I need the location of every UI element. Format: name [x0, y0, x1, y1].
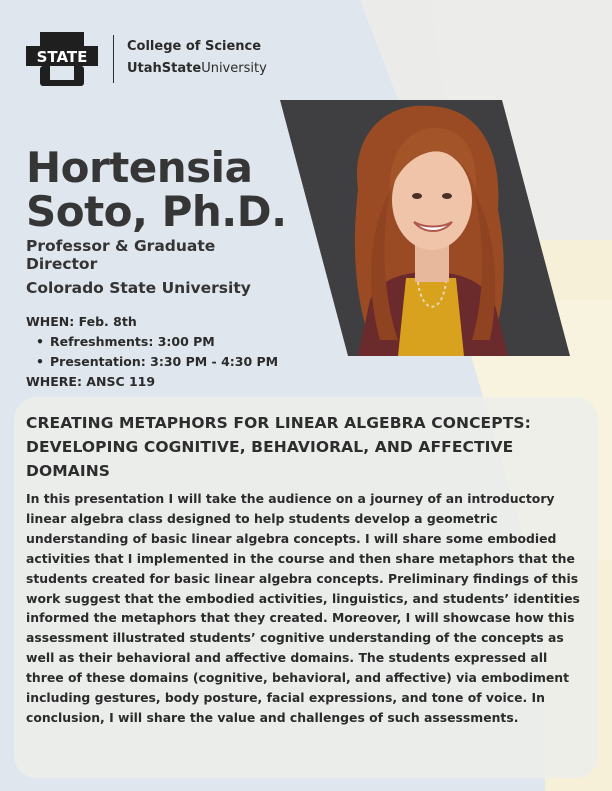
- college-name: College of Science: [127, 39, 262, 54]
- event-schedule: [26, 332, 278, 372]
- state-u-logo-icon: [26, 32, 98, 86]
- event-where: WHERE: ANSC 119: [26, 374, 156, 389]
- speaker-role: Professor & Graduate Director: [26, 237, 216, 273]
- event-logistics: [26, 312, 278, 392]
- talk-abstract: In this presentation I will take the audience on a journey of an introductory linear algebra class designed to help students develop a geometric understanding of basic linear algebra concepts. I will share some embodied activities that I implemented in the course and then share metaphors that the students created for basic linear algebra concepts. Preliminary findings of this work suggest that the embodied activities, linguistics, and students’ identities informed the metaphors that they created. Moreover, I will showcase how this assessment illustrated students’ cognitive understanding of the concepts as well as their behavioral and affective domains. The students expressed all three of these domains (cognitive, behavioral, and affective) via embodiment including gestures, body posture, facial expressions, and tone of voice. In conclusion, I will share the value and challenges of such assessments.: [26, 491, 580, 725]
- university-name-bold: UtahState: [127, 61, 202, 76]
- university-name: [127, 61, 267, 76]
- speaker-name-first: Hortensia: [26, 143, 253, 192]
- speaker-affiliation: Colorado State University: [26, 279, 251, 297]
- schedule-item-refreshments: • Refreshments: 3:00 PM: [50, 332, 278, 352]
- event-when: WHEN: Feb. 8th: [26, 314, 137, 329]
- svg-text:STATE: STATE: [36, 48, 88, 66]
- header-divider: [113, 35, 114, 83]
- talk-title: CREATING METAPHORS FOR LINEAR ALGEBRA CONCEPTS: DEVELOPING COGNITIVE, BEHAVIORAL, AND AFFECTIVE DOMAINS: [26, 414, 531, 480]
- speaker-photo: [280, 100, 570, 356]
- university-name-regular: University: [201, 61, 267, 76]
- schedule-item-presentation: • Presentation: 3:30 PM - 4:30 PM: [50, 352, 278, 372]
- speaker-name-last: Soto, Ph.D.: [26, 187, 287, 236]
